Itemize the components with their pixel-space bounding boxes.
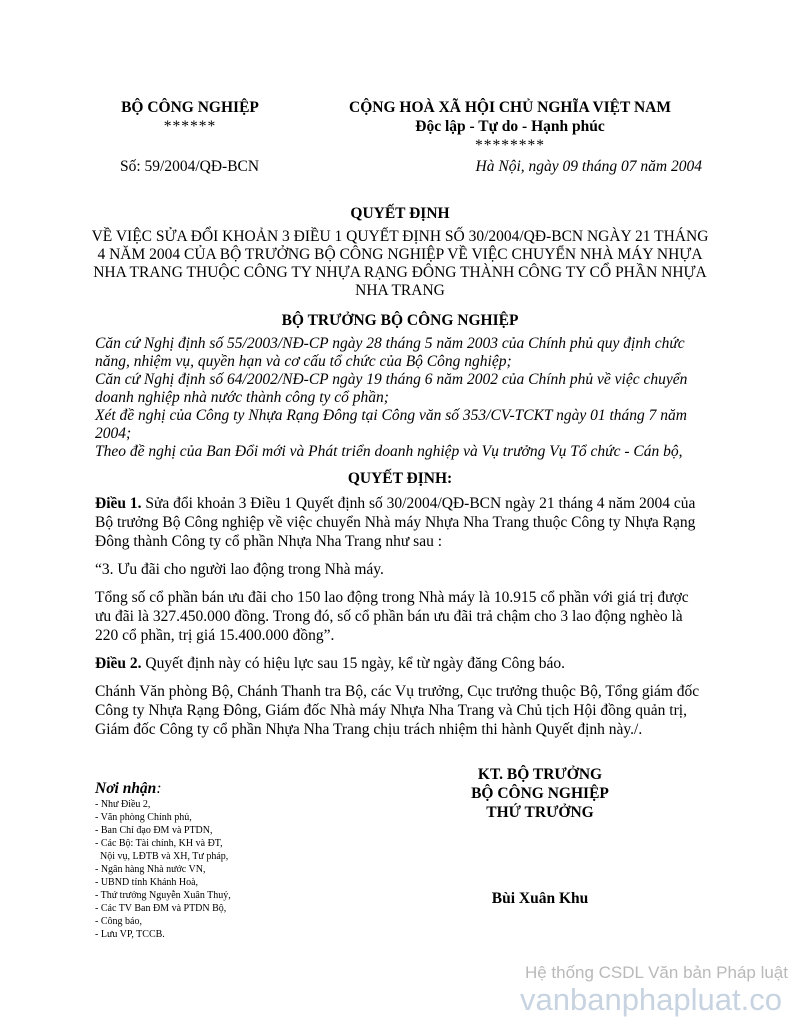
basis-item: Xét đề nghị của Công ty Nhựa Rạng Đông tại Công văn số 353/CV-TCKT ngày 01 tháng 7 năm 2004;: [95, 407, 687, 442]
legal-basis: [95, 335, 705, 461]
signature-line-1: KT. BỘ TRƯỞNG: [477, 766, 603, 783]
recipient-item: - UBND tỉnh Khánh Hoà,: [95, 877, 199, 888]
document-body: [95, 494, 705, 748]
recipient-item: - Văn phòng Chính phủ,: [95, 812, 192, 823]
recipient-item: - Các TV Ban ĐM và PTDN Bộ,: [95, 903, 227, 914]
article-1: [95, 494, 705, 551]
national-header: [320, 98, 700, 155]
article-2: [95, 654, 705, 673]
article-1-detail: Tổng số cổ phần bán ưu đãi cho 150 lao động trong Nhà máy là 10.915 cổ phần với giá trị được ưu đãi là 327.450.000 đồng. Trong đó, số cổ phần bán ưu đãi trả chậm cho 3 lao động nghèo là 220 cổ phần, trị giá 15.400.000 đồng”.: [95, 589, 689, 644]
article-1-text: Sửa đổi khoản 3 Điều 1 Quyết định số 30/2004/QĐ-BCN ngày 21 tháng 4 năm 2004 của Bộ trưởng Bộ Công nghiệp về việc chuyển Nhà máy Nhựa Nha Trang thuộc Công ty Nhựa Rạng Đông thành Công ty cổ phần Nhựa Nha Trang như sau :: [95, 495, 696, 550]
decides-heading: QUYẾT ĐỊNH:: [347, 470, 453, 487]
recipient-item: - Các Bộ: Tài chính, KH và ĐT,: [95, 838, 223, 849]
recipients-colon: :: [156, 780, 162, 797]
place-date: Hà Nội, ngày 09 tháng 07 năm 2004: [475, 158, 702, 175]
article-3: Chánh Văn phòng Bộ, Chánh Thanh tra Bộ, các Vụ trưởng, Cục trưởng thuộc Bộ, Tổng giám đốc Công ty Nhựa Rạng Đông, Giám đốc Nhà máy Nhựa Nha Trang và Chủ tịch Hội đồng quản trị, Giám đốc Công ty cổ phần Nhựa Nha Trang chịu trách nhiệm thi hành Quyết định này./.: [95, 683, 700, 738]
document-title: QUYẾT ĐỊNH: [350, 205, 450, 222]
recipients-title-text: Nơi nhận: [95, 780, 157, 797]
country-name: CỘNG HOÀ XÃ HỘI CHỦ NGHĨA VIỆT NAM: [349, 99, 671, 116]
watermark-site: vanbanphapluat.co: [519, 982, 782, 1017]
document-subject: VỀ VIỆC SỬA ĐỔI KHOẢN 3 ĐIỀU 1 QUYẾT ĐỊNH SỐ 30/2004/QĐ-BCN NGÀY 21 THÁNG 4 NĂM 2004 CỦA BỘ TRƯỞNG BỘ CÔNG NGHIỆP VỀ VIỆC CHUYỂN NHÀ MÁY NHỰA NHA TRANG THUỘC CÔNG TY NHỰA RẠNG ĐÔNG THÀNH CÔNG TY CỔ PHẦN NHỰA NHA TRANG: [91, 228, 709, 299]
recipients-list: [95, 798, 315, 941]
recipient-item: - Thứ trưởng Nguyễn Xuân Thuý,: [95, 890, 231, 901]
document-number: Số: 59/2004/QĐ-BCN: [120, 158, 260, 175]
basis-item: Căn cứ Nghị định số 55/2003/NĐ-CP ngày 28 tháng 5 năm 2003 của Chính phủ quy định chức năng, nhiệm vụ, quyền hạn và cơ cấu tổ chức của Bộ Công nghiệp;: [95, 335, 685, 370]
recipients-title: [95, 780, 161, 798]
ministry-name: BỘ CÔNG NGHIỆP: [121, 99, 259, 116]
national-motto: Độc lập - Tự do - Hạnh phúc: [415, 118, 605, 135]
article-2-label: Điều 2.: [95, 655, 142, 672]
motto-stars: ********: [475, 137, 545, 154]
signer-name: Bùi Xuân Khu: [491, 890, 589, 907]
article-2-text: Quyết định này có hiệu lực sau 15 ngày, kể từ ngày đăng Công báo.: [141, 655, 565, 672]
basis-item: Căn cứ Nghị định số 64/2002/NĐ-CP ngày 19 tháng 6 năm 2002 của Chính phủ về việc chuyển doanh nghiệp nhà nước thành công ty cổ phần;: [95, 371, 688, 406]
recipient-item: - Ban Chỉ đạo ĐM và PTDN,: [95, 825, 213, 836]
recipient-item: - Lưu VP, TCCB.: [95, 929, 165, 940]
recipient-item: - Ngân hàng Nhà nước VN,: [95, 864, 206, 875]
recipient-item: - Công báo,: [95, 916, 142, 927]
ministry-header: [100, 98, 280, 136]
issuing-authority: BỘ TRƯỞNG BỘ CÔNG NGHIỆP: [281, 312, 519, 329]
watermark-caption: Hệ thống CSDL Văn bản Pháp luật: [524, 963, 788, 982]
basis-item: Theo đề nghị của Ban Đổi mới và Phát triển doanh nghiệp và Vụ trưởng Vụ Tổ chức - Cán bộ,: [95, 443, 683, 460]
article-1-quote: “3. Ưu đãi cho người lao động trong Nhà máy.: [95, 561, 384, 578]
signature-line-3: THỨ TRƯỞNG: [486, 804, 594, 821]
recipient-item: Nội vụ, LĐTB và XH, Tư pháp,: [95, 851, 229, 862]
recipient-item: - Như Điều 2,: [95, 799, 151, 810]
ministry-stars: ******: [163, 118, 217, 135]
signature-line-2: BỘ CÔNG NGHIỆP: [471, 785, 609, 802]
signature-block: [440, 765, 640, 822]
article-1-label: Điều 1.: [95, 495, 142, 512]
